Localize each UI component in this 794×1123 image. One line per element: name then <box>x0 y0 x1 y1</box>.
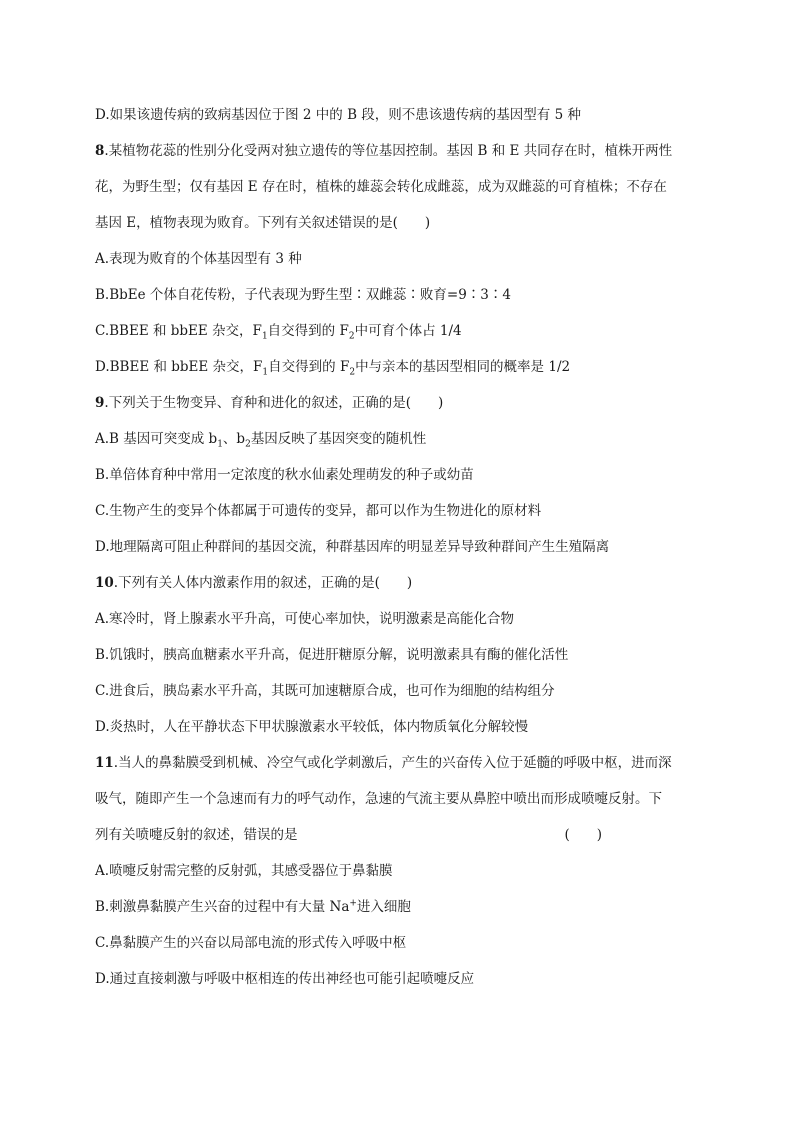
q9-stem-text: .下列关于生物变异、育种和进化的叙述，正确的是( ) <box>104 395 444 411</box>
q11-number: 11 <box>95 755 114 771</box>
q10-number: 10 <box>95 575 114 591</box>
q11-stem-line-2: 吸气，随即产生一个急速而有力的呼气动作，急速的气流主要从鼻腔中喷出而形成喷嚏反射。下 <box>95 791 662 807</box>
q11-stem-text-3: 列有关喷嚏反射的叙述，错误的是 <box>95 827 298 843</box>
q8-d-sub-2: 2 <box>349 367 356 378</box>
q9-number: 9 <box>95 395 105 411</box>
q8-c-text-3: 中可育个体占 1/4 <box>354 323 462 339</box>
q8-d-text-2: 自交得到的 F <box>268 359 350 375</box>
q9-a-text-1: A.B 基因可突变成 b <box>95 431 218 447</box>
q10-option-b: B.饥饿时，胰高血糖素水平升高，促进肝糖原分解，说明激素具有酶的催化活性 <box>95 647 569 663</box>
q9-a-text-2: 、b <box>222 431 246 447</box>
q8-c-sub-2: 2 <box>348 331 355 342</box>
q10-stem-text: .下列有关人体内激素作用的叙述，正确的是( ) <box>113 575 413 591</box>
q8-option-d <box>95 358 570 376</box>
q11-stem-line-3 <box>95 826 698 844</box>
q9-a-sub-1: 1 <box>217 439 223 450</box>
q10-option-a: A.寒冷时，肾上腺素水平升高，可使心率加快，说明激素是高能化合物 <box>95 611 515 627</box>
q11-stem-line-1 <box>95 754 672 772</box>
q10-stem <box>95 574 412 592</box>
q8-option-b: B.BbEe 个体自花传粉，子代表现为野生型∶双雌蕊∶败育=9∶3∶4 <box>95 287 511 303</box>
q11-stem-text-1: .当人的鼻黏膜受到机械、冷空气或化学刺激后，产生的兴奋传入位于延髓的呼吸中枢，进而深 <box>113 755 672 771</box>
q11-option-c: C.鼻黏膜产生的兴奋以局部电流的形式传入呼吸中枢 <box>95 935 407 951</box>
q8-d-sub-1: 1 <box>262 367 269 378</box>
q11-b-text-2: 进入细胞 <box>356 899 411 915</box>
q8-stem-line-1 <box>95 142 672 160</box>
q8-option-c <box>95 322 462 340</box>
q10-option-c: C.进食后，胰岛素水平升高，其既可加速糖原合成，也可作为细胞的结构组分 <box>95 683 555 699</box>
q9-option-c: C.生物产生的变异个体都属于可遗传的变异，都可以作为生物进化的原材料 <box>95 503 542 519</box>
q11-answer-paren: ( ) <box>564 827 602 843</box>
q8-number: 8 <box>95 143 105 159</box>
q8-stem-line-3: 基因 E，植物表现为败育。下列有关叙述错误的是( ) <box>95 215 431 231</box>
q11-option-d: D.通过直接刺激与呼吸中枢相连的传出神经也可能引起喷嚏反应 <box>95 971 475 987</box>
q8-c-text-2: 自交得到的 F <box>267 323 349 339</box>
q11-option-a: A.喷嚏反射需完整的反射弧，其感受器位于鼻黏膜 <box>95 863 393 879</box>
q9-a-sub-2: 2 <box>245 439 251 450</box>
q9-option-d: D.地理隔离可阻止种群间的基因交流，种群基因库的明显差异导致种群间产生生殖隔离 <box>95 539 610 555</box>
q8-option-a: A.表现为败育的个体基因型有 3 种 <box>95 251 302 267</box>
q8-d-text-1: D.BBEE 和 bbEE 杂交，F <box>95 359 263 375</box>
q11-b-text-1: B.刺激鼻黏膜产生兴奋的过程中有大量 Na <box>95 899 350 915</box>
q11-b-sup: + <box>349 898 357 909</box>
q8-stem-text-1: .某植物花蕊的性别分化受两对独立遗传的等位基因控制。基因 B 和 E 共同存在时，植株开两性 <box>104 143 673 159</box>
q8-c-text-1: C.BBEE 和 bbEE 杂交，F <box>95 323 262 339</box>
q9-option-a <box>95 430 426 448</box>
q8-d-text-3: 中与亲本的基因型相同的概率是 1/2 <box>355 359 571 375</box>
q10-option-d: D.炎热时，人在平静状态下甲状腺激素水平较低，体内物质氧化分解较慢 <box>95 719 529 735</box>
q8-c-sub-1: 1 <box>261 331 268 342</box>
q8-stem-line-2: 花，为野生型；仅有基因 E 存在时，植株的雄蕊会转化成雌蕊，成为双雌蕊的可育植株；不存在 <box>95 179 667 195</box>
q9-stem <box>95 394 443 412</box>
q9-option-b: B.单倍体育种中常用一定浓度的秋水仙素处理萌发的种子或幼苗 <box>95 467 474 483</box>
q9-a-text-3: 基因反映了基因突变的随机性 <box>250 431 427 447</box>
q7-option-d: D.如果该遗传病的致病基因位于图 2 中的 B 段，则不患该遗传病的基因型有 5 种 <box>95 107 581 123</box>
q11-option-b <box>95 898 411 916</box>
